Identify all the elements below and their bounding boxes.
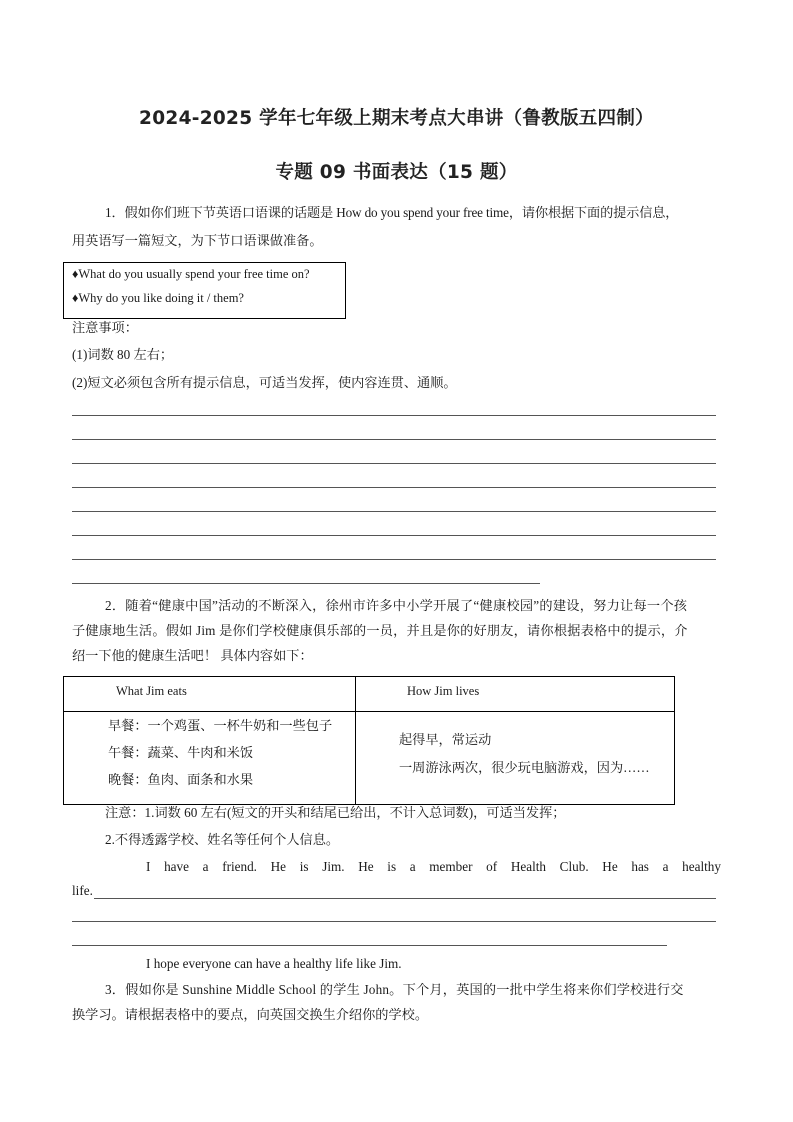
q2-note-2: 2.不得透露学校、姓名等任何个人信息。	[105, 832, 340, 847]
word: a	[202, 859, 209, 874]
table-cell-breakfast: 早餐：一个鸡蛋、一杯牛奶和一些包子	[108, 718, 333, 733]
word: have	[164, 859, 189, 874]
answer-line[interactable]	[72, 535, 716, 536]
document-subtitle: 专题 09 书面表达（15 题）	[275, 162, 518, 183]
answer-line[interactable]	[72, 921, 716, 922]
q1-note-1: (1)词数 80 左右；	[72, 347, 174, 362]
q1-hint-2: ♦Why do you like doing it / them?	[72, 291, 244, 305]
table-cell-dinner: 晚餐：鱼肉、面条和水果	[108, 772, 254, 787]
q2-note-1: 注意：1.词数 60 左右(短文的开头和结尾已给出，不计入总词数)，可适当发挥；	[105, 805, 566, 820]
table-header-eats: What Jim eats	[116, 684, 187, 698]
q3-prompt-line-2: 换学习。请根据表格中的要点，向英国交换生介绍你的学校。	[72, 1007, 429, 1022]
word: Jim.	[322, 859, 345, 874]
q2-prompt-line-3: 绍一下他的健康生活吧！ 具体内容如下：	[72, 648, 313, 663]
document-title: 2024-2025 学年七年级上期末考点大串讲（鲁教版五四制）	[139, 108, 654, 129]
word: is	[387, 859, 397, 874]
word: is	[299, 859, 309, 874]
word: has	[631, 859, 649, 874]
word: a	[409, 859, 416, 874]
q1-prompt-line-2: 用英语写一篇短文，为下节口语课做准备。	[72, 233, 323, 248]
q3-prompt-line-1: 3．假如你是 Sunshine Middle School 的学生 John。下个月，英国的一批中学生将来你们学校进行交	[105, 982, 684, 997]
table-cell-lunch: 午餐：蔬菜、牛肉和米饭	[108, 745, 254, 760]
answer-line[interactable]	[72, 487, 716, 488]
q1-note-2: (2)短文必须包含所有提示信息，可适当发挥，使内容连贯、通顺。	[72, 375, 457, 390]
q1-notes-title: 注意事项：	[72, 320, 138, 335]
word: member	[429, 859, 473, 874]
q2-opening-end: life.	[72, 883, 93, 898]
word: I	[146, 859, 151, 874]
word: a	[662, 859, 669, 874]
answer-line[interactable]	[72, 415, 716, 416]
answer-line[interactable]	[72, 945, 667, 946]
answer-line[interactable]	[72, 559, 716, 560]
q1-prompt-line-1: 1．假如你们班下节英语口语课的话题是 How do you spend your free time，请你根据下面的提示信息，	[105, 205, 679, 220]
table-header-lives: How Jim lives	[407, 684, 480, 698]
word: He	[270, 859, 287, 874]
answer-line[interactable]	[72, 511, 716, 512]
table-cell-lifestyle-2: 一周游泳两次，很少玩电脑游戏，因为……	[399, 760, 650, 775]
answer-line[interactable]	[72, 439, 716, 440]
answer-line[interactable]	[72, 583, 540, 584]
word: friend.	[222, 859, 257, 874]
answer-line[interactable]	[94, 898, 716, 899]
word: He	[602, 859, 618, 874]
word: He	[358, 859, 374, 874]
table-column-divider	[355, 676, 356, 805]
word: of	[486, 859, 498, 874]
q2-closing-sentence: I hope everyone can have a healthy life like Jim.	[146, 956, 402, 971]
q2-opening-sentence	[146, 859, 721, 875]
table-header-divider	[63, 711, 675, 712]
answer-line[interactable]	[72, 463, 716, 464]
word: healthy	[682, 859, 721, 874]
q2-prompt-line-2: 子健康地生活。假如 Jim 是你们学校健康俱乐部的一员，并且是你的好朋友，请你根据表格中的提示，介	[72, 623, 688, 638]
word: Club.	[559, 859, 589, 874]
word: Health	[510, 859, 546, 874]
q2-prompt-line-1: 2．随着“健康中国”活动的不断深入，徐州市许多中小学开展了“健康校园”的建设，努力让每一个孩	[105, 598, 688, 613]
table-cell-lifestyle-1: 起得早，常运动	[399, 732, 492, 747]
q1-hint-1: ♦What do you usually spend your free time on?	[72, 267, 310, 281]
